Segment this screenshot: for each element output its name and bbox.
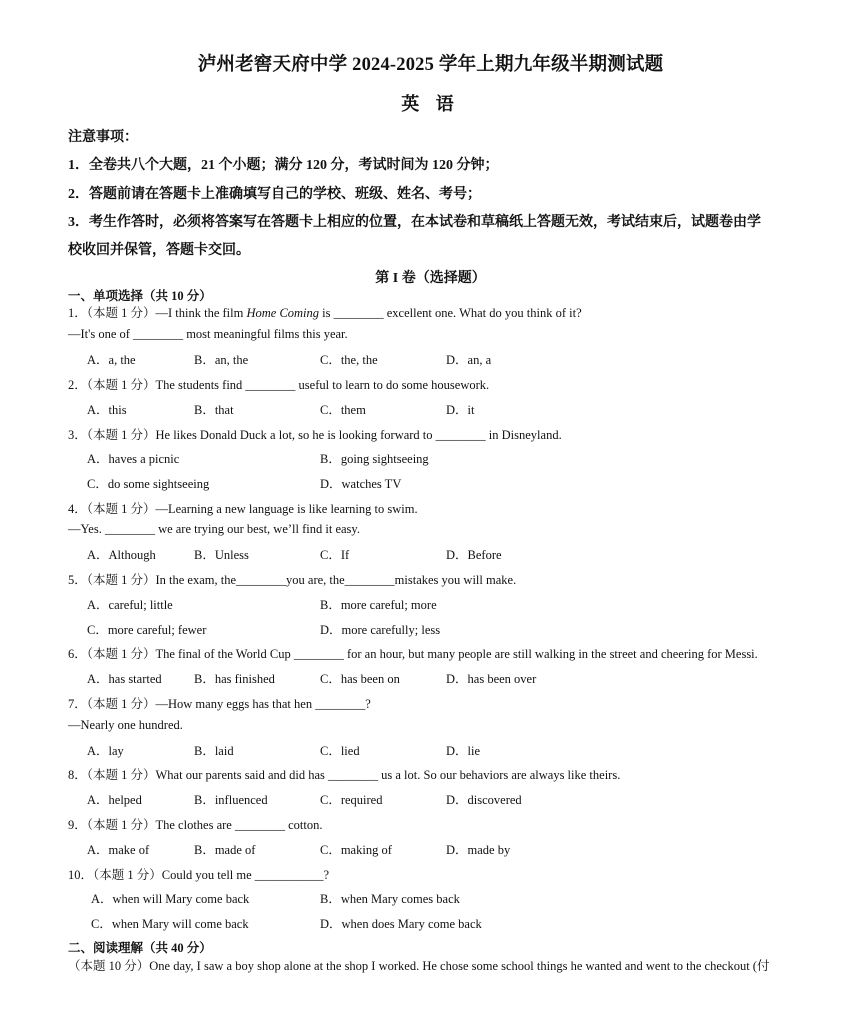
option: C．lied: [320, 744, 360, 758]
section-title: 一、单项选择（共 10 分）: [68, 289, 212, 303]
option: D．lie: [446, 744, 481, 758]
option: D．an, a: [446, 353, 492, 367]
subject-title: 英 语: [401, 94, 460, 114]
question-3: 3．（本题 1 分）He likes Donald Duck a lot, so he is looking forward to ________ in Disneyland.: [68, 428, 562, 442]
option: B．has finished: [194, 672, 275, 686]
option: C．If: [320, 548, 350, 562]
option: A．when will Mary come back: [91, 892, 250, 906]
option: B．more careful; more: [320, 598, 437, 612]
reading-intro: （本题 10 分）One day, I saw a boy shop alone at the shop I worked. He chose some school things he wanted and went to the checkout (付: [68, 959, 770, 973]
section-title: 二、阅读理解（共 40 分）: [68, 941, 212, 955]
film-title: Home Coming: [246, 306, 320, 320]
option: B．when Mary comes back: [320, 892, 460, 906]
option: C．them: [320, 403, 366, 417]
question-4-line2: —Yes. ________ we are trying our best, we’ll find it easy.: [68, 522, 360, 536]
notice-item: 3．考生作答时，必须将答案写在答题卡上相应的位置，在本试卷和草稿纸上答题无效，考试结束后，试题卷由学: [68, 215, 761, 230]
option: C．making of: [320, 843, 392, 857]
option: D．Before: [446, 548, 502, 562]
question-1-suffix: is ________ excellent one. What do you think of it?: [319, 306, 582, 320]
notice-item: 校收回并保管，答题卡交回。: [68, 243, 250, 258]
option: C．more careful; fewer: [87, 623, 207, 637]
question-1-line2: —It's one of ________ most meaningful films this year.: [68, 327, 348, 341]
question-7: 7．（本题 1 分）—How many eggs has that hen ________?: [68, 697, 371, 711]
question-6: 6．（本题 1 分）The final of the World Cup ________ for an hour, but many people are still walking in the street and cheering for Messi.: [68, 647, 758, 661]
question-10: 10．（本题 1 分）Could you tell me ___________?: [68, 868, 330, 882]
notice-item: 2．答题前请在答题卡上准确填写自己的学校、班级、姓名、考号；: [68, 187, 481, 202]
question-1-prefix: 1．（本题 1 分）—I think the film: [68, 306, 247, 320]
option: B．influenced: [194, 793, 268, 807]
question-2: 2．（本题 1 分）The students find ________ useful to learn to do some housework.: [68, 378, 490, 392]
option: A．make of: [87, 843, 150, 857]
exam-title: 泸州老窖天府中学 2024-2025 学年上期九年级半期测试题: [197, 55, 664, 75]
option: A．haves a picnic: [87, 452, 180, 466]
option: C．do some sightseeing: [87, 477, 210, 491]
notice-heading: 注意事项：: [68, 130, 138, 145]
part-title: 第 I 卷（选择题）: [375, 271, 486, 286]
question-8: 8．（本题 1 分）What our parents said and did has ________ us a lot. So our behaviors are always like theirs.: [68, 768, 621, 782]
option: A．helped: [87, 793, 142, 807]
notice-item: 1．全卷共八个大题，21 个小题；满分 120 分，考试时间为 120 分钟；: [68, 158, 499, 173]
option: A．a, the: [87, 353, 136, 367]
option: C．the, the: [320, 353, 378, 367]
option: A．careful; little: [87, 598, 173, 612]
option: C．has been on: [320, 672, 400, 686]
question-5: 5．（本题 1 分）In the exam, the________you are, the________mistakes you will make.: [68, 573, 517, 587]
question-7-line2: —Nearly one hundred.: [68, 718, 183, 732]
question-9: 9．（本题 1 分）The clothes are ________ cotton.: [68, 818, 323, 832]
option: C．when Mary will come back: [91, 917, 249, 931]
option: C．required: [320, 793, 383, 807]
option: D．more carefully; less: [320, 623, 441, 637]
option: B．an, the: [194, 353, 249, 367]
option: B．Unless: [194, 548, 249, 562]
option: B．made of: [194, 843, 256, 857]
option: D．watches TV: [320, 477, 402, 491]
option: A．this: [87, 403, 127, 417]
question-4: 4．（本题 1 分）—Learning a new language is like learning to swim.: [68, 502, 418, 516]
option: D．has been over: [446, 672, 537, 686]
option: D．discovered: [446, 793, 522, 807]
option: D．when does Mary come back: [320, 917, 482, 931]
option: D．made by: [446, 843, 511, 857]
option: B．laid: [194, 744, 234, 758]
option: A．has started: [87, 672, 162, 686]
option: D．it: [446, 403, 475, 417]
question-1: [68, 303, 582, 321]
option: B．that: [194, 403, 234, 417]
option: A．lay: [87, 744, 124, 758]
option: B．going sightseeing: [320, 452, 429, 466]
option: A．Although: [87, 548, 156, 562]
